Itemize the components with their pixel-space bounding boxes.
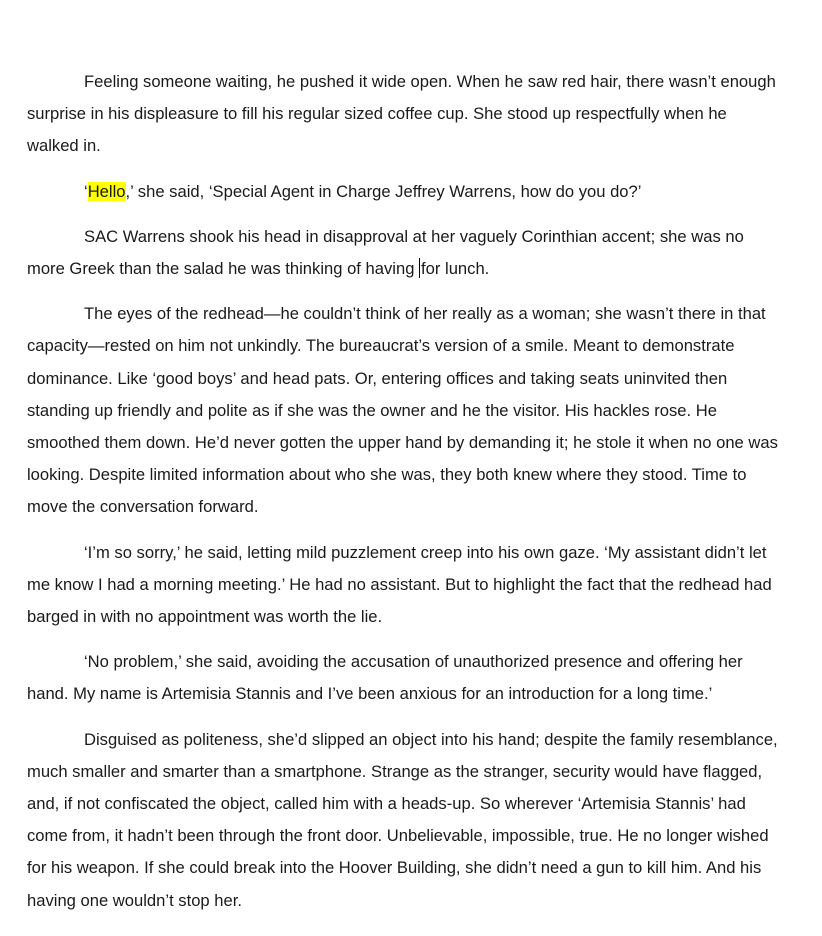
highlighted-text: Hello: [87, 181, 126, 201]
paragraph-7: Disguised as politeness, she’d slipped an object into his hand; despite the family resemblance, much smaller and smarter than a smartphone. Strange as the stranger, security would have flagged, and, if not confiscated the object, called him with a heads-up. So wherever ‘Artemisia Stannis’ had come from, it hadn’t been through the front door. Unbelievable, impossible, true. He no longer wished for his weapon. If she could break into the Hoover Building, she didn’t need a gun to kill him. And his having one wouldn’t stop her.: [27, 729, 778, 910]
paragraph-3: [27, 221, 779, 285]
paragraph-2: [27, 176, 779, 208]
open-quote: ‘: [84, 181, 88, 201]
paragraph-1: Feeling someone waiting, he pushed it wide open. When he saw red hair, there wasn’t enough surprise in his displeasure to fill his regular sized coffee cup. She stood up respectfully when he walked in.: [27, 72, 776, 156]
paragraph-2-rest: ,’ she said, ‘Special Agent in Charge Jeffrey Warrens, how do you do?’: [125, 181, 642, 201]
text-cursor: [419, 258, 420, 278]
paragraph-6: ‘No problem,’ she said, avoiding the accusation of unauthorized presence and offering her hand. My name is Artemisia Stannis and I’ve been anxious for an introduction for a long time.’: [27, 652, 743, 704]
paragraph-3-before-caret: SAC Warrens shook his head in disapproval at her vaguely Corinthian accent; she was no more Greek than the salad he was thinking of having: [27, 226, 744, 279]
paragraph-5: ‘I’m so sorry,’ he said, letting mild puzzlement creep into his own gaze. ‘My assistant didn’t let me know I had a morning meeting.’ He had no assistant. But to highlight the fact that the redhead had barged in with no appointment was worth the lie.: [27, 542, 772, 627]
document-body[interactable]: [27, 66, 779, 930]
paragraph-4: The eyes of the redhead—he couldn’t think of her really as a woman; she wasn’t there in that capacity—rested on him not unkindly. The bureaucrat’s version of a smile. Meant to demonstrate dominance. Like ‘good boys’ and head pats. Or, entering offices and taking seats uninvited then standing up friendly and polite as if she was the owner and he the visitor. His hackles rose. He smoothed them down. He’d never gotten the upper hand by demanding it; he stole it when no one was looking. Despite limited information about who she was, they both knew where they stood. Time to move the conversation forward.: [27, 304, 778, 517]
paragraph-3-after-caret: for lunch.: [421, 259, 490, 279]
